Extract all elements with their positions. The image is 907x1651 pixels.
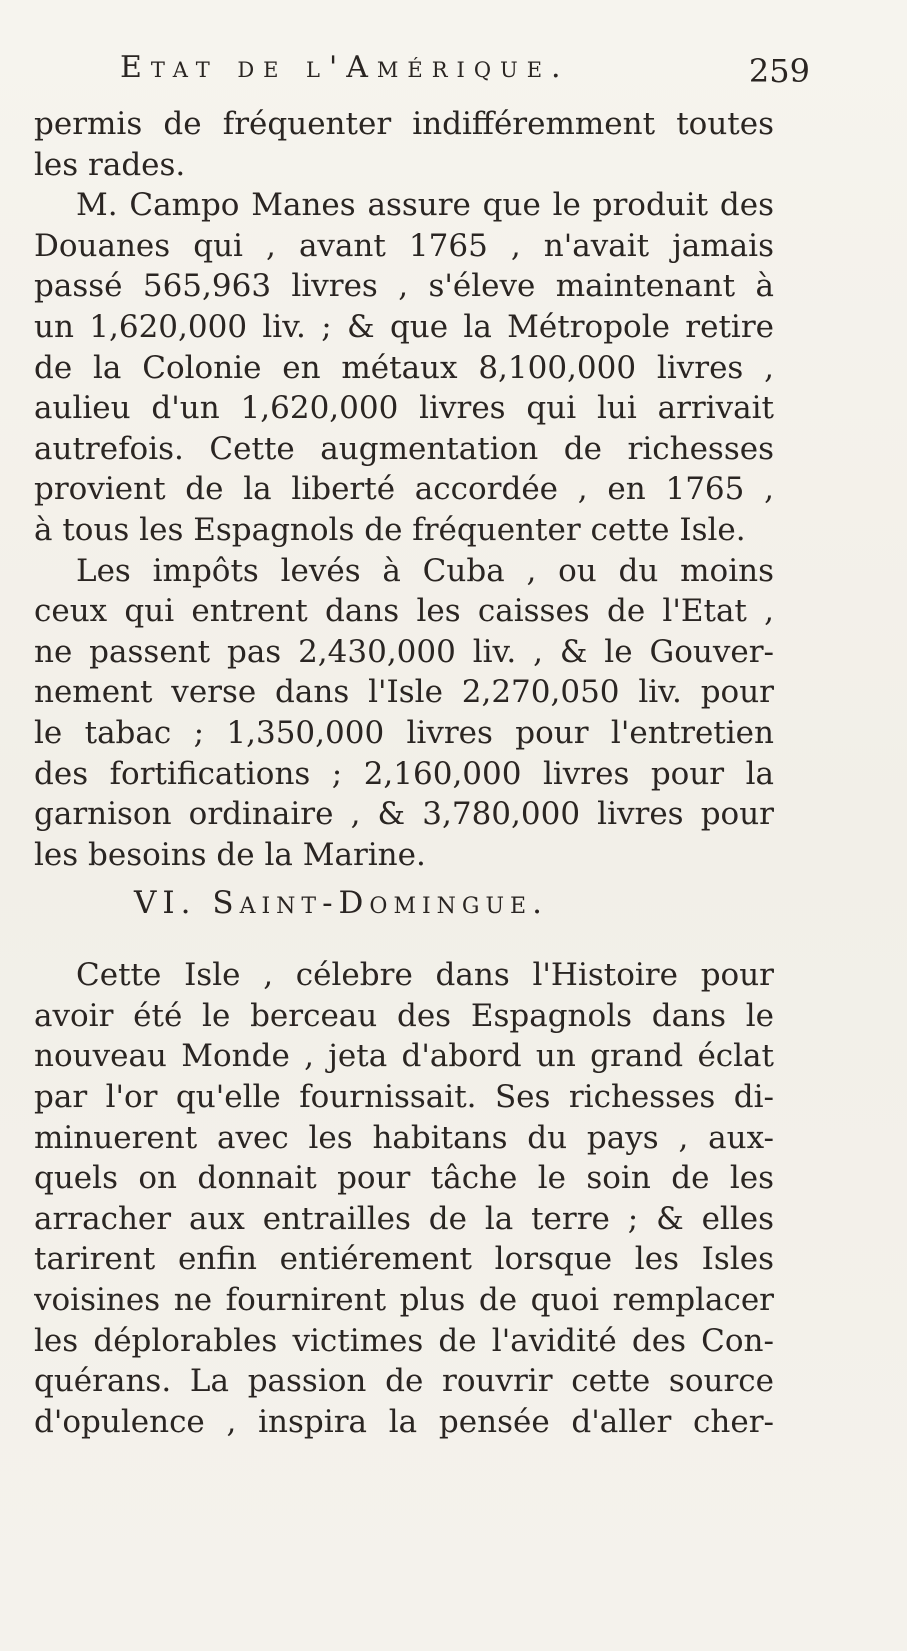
running-title: Etat de l'Amérique. [120,50,570,85]
text-line: Douanes qui , avant 1765 , n'avait jamais [34,227,774,264]
page-number: 259 [748,52,810,90]
text-line: arracher aux entrailles de la terre ; & elles [34,1200,774,1237]
text-line: nouveau Monde , jeta d'abord un grand éclat [34,1038,774,1075]
text-line: d'opulence , inspira la pensée d'aller cher- [34,1403,774,1440]
text-line: de la Colonie en métaux 8,100,000 livres , [34,349,774,386]
text-line: à tous les Espagnols de fréquenter cette Isle. [34,511,746,548]
paragraph-continuation [34,104,774,185]
text-line: voisines ne fournirent plus de quoi remplacer [34,1282,774,1319]
text-line: les déplorables victimes de l'avidité des Con- [34,1322,774,1359]
text-line: le tabac ; 1,350,000 livres pour l'entretien [34,714,774,751]
running-head [120,50,810,98]
text-line: avoir été le berceau des Espagnols dans le [34,997,774,1034]
text-line: Les impôts levés à Cuba , ou du moins [76,552,774,589]
text-line: Cette Isle , célebre dans l'Histoire pour [76,957,774,994]
section-title: VI. Saint-Domingue. [134,885,548,922]
paragraph-douanes [34,185,774,550]
paragraph-impots [34,551,774,876]
text-line: les rades. [34,146,186,183]
text-line: M. Campo Manes assure que le produit des [76,187,774,224]
text-line: par l'or qu'elle fournissait. Ses richesses di- [34,1079,774,1116]
text-line: passé 565,963 livres , s'éleve maintenant à [34,268,774,305]
text-line: quérans. La passion de rouvrir cette source [34,1363,774,1400]
text-block [34,104,774,1442]
text-line: ne passent pas 2,430,000 liv. , & le Gouver- [34,633,774,670]
text-line: tarirent enfin entiérement lorsque les Isles [34,1241,774,1278]
text-line: ceux qui entrent dans les caisses de l'Etat , [34,593,774,630]
text-line: permis de fréquenter indifféremment toutes [34,106,774,142]
text-line: des fortifications ; 2,160,000 livres pour la [34,755,774,792]
text-line: nement verse dans l'Isle 2,270,050 liv. pour [34,674,774,711]
text-line: quels on donnait pour tâche le soin de les [34,1160,774,1197]
paragraph-saint-domingue [34,955,774,1442]
text-line: aulieu d'un 1,620,000 livres qui lui arrivait [34,390,774,427]
text-line: autrefois. Cette augmentation de richesses [34,430,774,467]
text-line: provient de la liberté accordée , en 1765 , [34,471,774,508]
text-line: minuerent avec les habitans du pays , aux- [34,1119,774,1156]
text-line: un 1,620,000 liv. ; & que la Métropole retire [34,308,774,345]
text-line: garnison ordinaire , & 3,780,000 livres pour [34,796,774,833]
section-gap [34,937,774,955]
text-line: les besoins de la Marine. [34,836,426,873]
